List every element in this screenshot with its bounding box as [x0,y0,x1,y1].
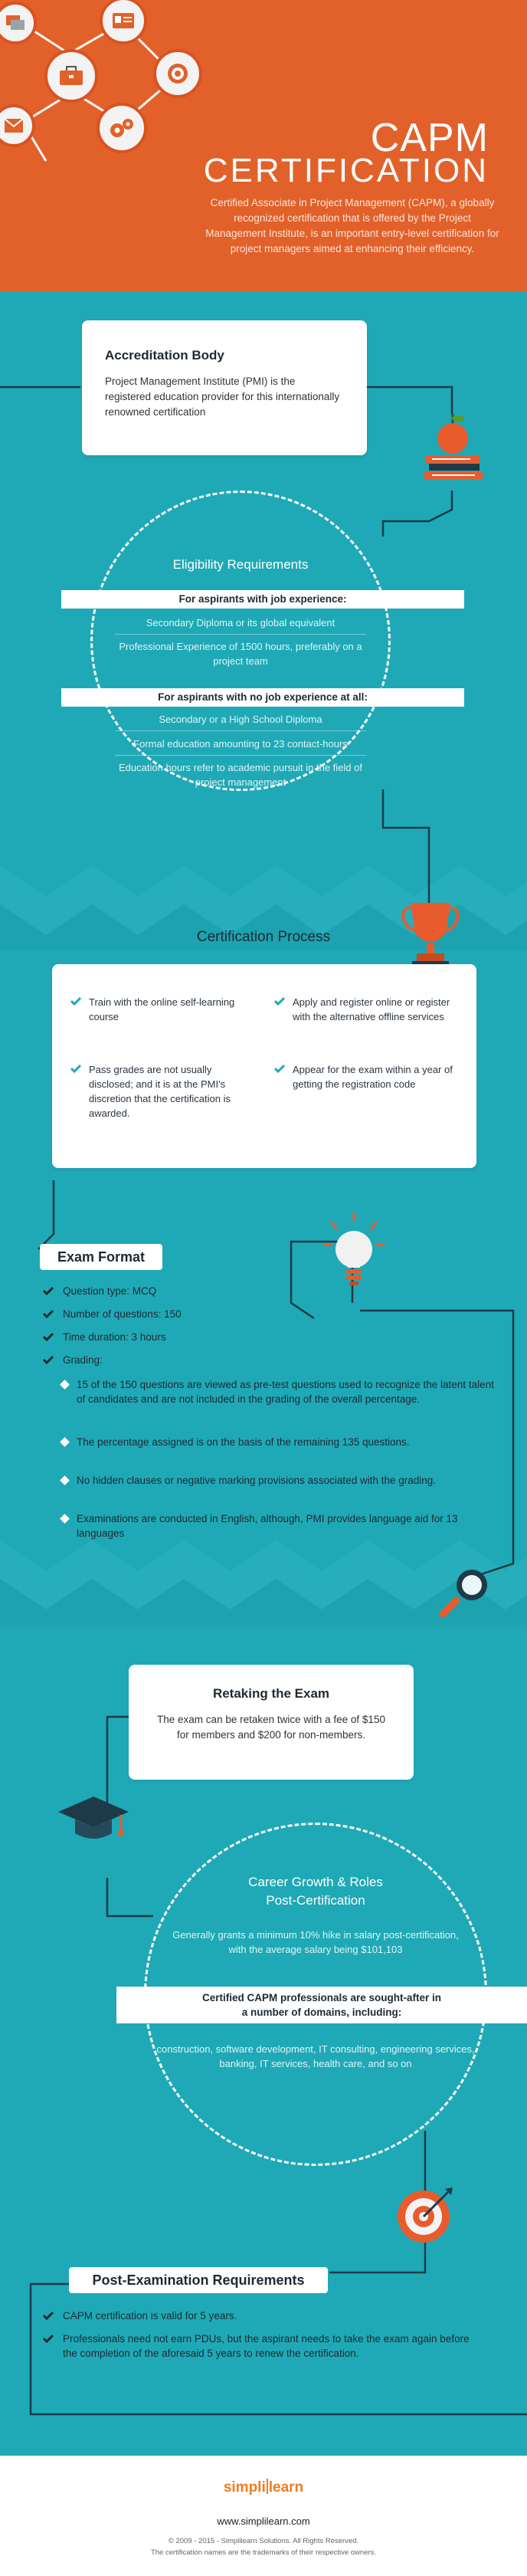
eligibility-with-job-heading: For aspirants with job experience: [61,590,464,609]
apple-books-icon [418,408,487,492]
logo-text-learn: learn [268,2479,304,2496]
career-title-line1: Career Growth & Roles [248,1875,383,1889]
check-icon [43,1332,54,1341]
process-step: Apply and register online or register with the alternative offline services [274,995,458,1024]
diamond-bullet-icon [60,1475,70,1485]
exam-title: Exam Format [40,1244,162,1270]
logo-text-simpli: simpli [223,2479,266,2496]
check-icon [274,996,285,1006]
check-icon [43,1286,54,1295]
eligibility-no-job-heading: For aspirants with no job experience at all: [61,688,464,707]
trademark-text: The certification names are the trademarks of their respective owners. [150,2548,377,2557]
logo-divider [267,2479,268,2494]
check-icon [43,1309,54,1318]
footer [0,2456,527,2576]
exam-item: Time duration: 3 hours [43,1330,349,1344]
grading-item: 15 of the 150 questions are viewed as pre-test questions used to recognize the latent talent of candidates and are not included in the grading of the overall percentage. [61,1377,498,1406]
page-title-certification: CERTIFICATION [203,152,489,189]
exam-item: Number of questions: 150 [43,1307,349,1321]
career-domains: construction, software development, IT consulting, engineering services, banking, IT services, health care, and so on [156,2043,475,2069]
grading-item: Examinations are conducted in English, although, PMI provides language aid for 13 languages [61,1511,498,1541]
page-title-capm: CAPM [370,116,489,160]
copyright-text: © 2009 - 2015 - Simplilearn Solutions. All Rights Reserved. [168,2537,359,2545]
check-icon [274,1064,285,1073]
magnifier-icon [438,1564,493,1619]
check-icon [43,1355,54,1364]
post-exam-title: Post-Examination Requirements [69,2267,328,2293]
accreditation-card [82,320,367,455]
process-step: Pass grades are not usually disclosed; and it is at the PMI's discretion that the certification is awarded. [70,1062,247,1121]
dartboard-icon [394,2186,456,2244]
post-exam-item: CAPM certification is valid for 5 years. [43,2309,472,2323]
diamond-bullet-icon [60,1514,70,1524]
check-icon [43,2311,54,2320]
check-icon [70,996,81,1006]
grading-item: The percentage assigned is on the basis of the remaining 135 questions. [61,1435,498,1449]
simplilearn-logo [0,2479,527,2496]
career-title-line2: Post-Certification [266,1893,365,1908]
retake-card [129,1665,414,1780]
intro-text: Certified Associate in Project Management (CAPM), a globally recognized certification that is offered by the Project Management Institute, is an important entry-level certification for project managers aimed at enhancing their efficiency. [205,197,499,254]
exam-item: Question type: MCQ [43,1284,349,1298]
career-domains-heading: Certified CAPM professionals are sought-after in a number of domains, including: [116,1987,527,2023]
eligibility-no-job-item: Secondary or a High School Diploma [159,714,322,725]
graduation-cap-icon [55,1793,132,1847]
retake-title: Retaking the Exam [212,1686,330,1701]
eligibility-with-job-item: Professional Experience of 1500 hours, preferably on a project team [119,641,362,667]
post-exam-item: Professionals need not earn PDUs, but the aspirant needs to take the exam again before the completion of the aforesaid 5 years to renew the certification. [43,2332,472,2361]
website-link[interactable]: www.simplilearn.com [217,2515,310,2527]
process-step: Train with the online self-learning course [70,995,247,1024]
diamond-bullet-icon [60,1380,70,1390]
check-icon [70,1064,81,1073]
exam-item: Grading: [43,1353,349,1367]
divider [115,755,366,756]
career-salary: Generally grants a minimum 10% hike in salary post-certification, with the average salary being $101,103 [172,1929,459,1955]
accreditation-title: Accreditation Body [105,348,224,363]
divider [115,634,366,635]
process-title: Certification Process [196,929,331,945]
accreditation-body: Project Management Institute (PMI) is the registered education provider for this internationally renowned certification [105,376,340,418]
eligibility-no-job-item: Education hours refer to academic pursuit in the field of project management [119,762,362,788]
grading-item: No hidden clauses or negative marking provisions associated with the grading. [61,1473,498,1488]
eligibility-title: Eligibility Requirements [172,557,309,572]
eligibility-with-job-item: Secondary Diploma or its global equivalent [146,617,336,628]
divider [115,730,366,731]
eligibility-no-job-item: Formal education amounting to 23 contact-hours [133,738,348,750]
check-icon [43,2334,54,2343]
process-card [52,964,476,1168]
process-step: Appear for the exam within a year of getting the registration code [274,1062,458,1091]
diamond-bullet-icon [60,1437,70,1447]
retake-body: The exam can be retaken twice with a fee of $150 for members and $200 for non-members. [157,1714,385,1741]
